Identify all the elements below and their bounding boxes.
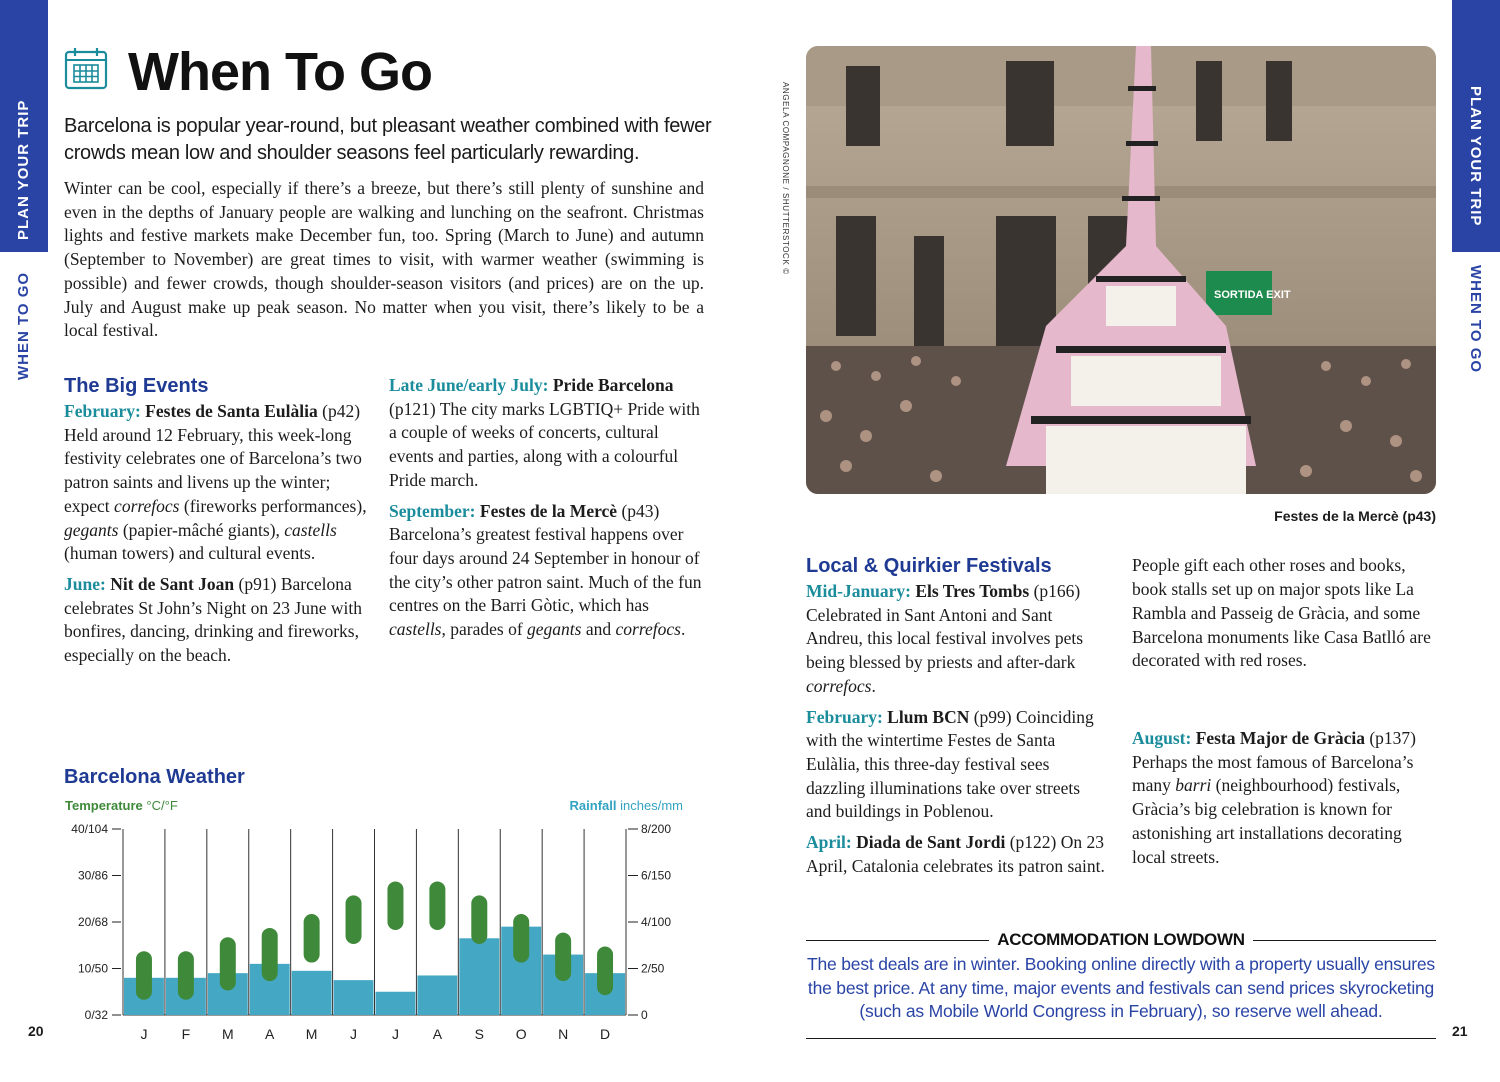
big-events-heading: The Big Events <box>64 375 209 397</box>
exit-sign: SORTIDA EXIT <box>1214 289 1291 301</box>
event-february: February: Festes de Santa Eulàlia (p42) Held around 12 February, this week-long festivity celebrates one of Barcelona’s two patron saints and livens up the winter; expect correfocs (fireworks performances), gegants (papier-mâché giants), castells (human towers) and cultural events. <box>64 401 367 564</box>
local-festivals-heading: Local & Quirkier Festivals <box>806 555 1052 577</box>
calendar-icon <box>64 46 108 90</box>
right-section-tab-label: WHEN TO GO <box>1467 265 1484 374</box>
local-festivals-column-2 <box>1132 554 1432 876</box>
month-label: D <box>599 1026 611 1042</box>
temperature-axis-label: Temperature °C/°F <box>65 798 178 813</box>
festival-llum-bcn: February: Llum BCN (p99) Coinciding with the wintertime Festes de Santa Eulàlia, this three-day festival sees dazzling illuminations take over streets and buildings in Poblenou. <box>806 706 1094 822</box>
rain-tick-label: 6/150 <box>641 868 672 883</box>
rainfall-bar <box>376 992 416 1015</box>
month-label: J <box>391 1026 399 1042</box>
month-label: M <box>221 1026 234 1042</box>
month-label: S <box>474 1026 484 1042</box>
rainfall-bar <box>459 938 499 1015</box>
temp-tick-label: 20/68 <box>77 915 108 929</box>
local-festivals-column-1 <box>806 554 1106 885</box>
rain-tick-label: 4/100 <box>641 915 672 929</box>
rainfall-axis-label: Rainfall inches/mm <box>569 798 683 813</box>
accommodation-title: ACCOMMODATION LOWDOWN <box>806 930 1436 950</box>
event-september: September: Festes de la Mercè (p43) Barcelona’s greatest festival happens over four days around 24 September in honour of the city’s other patron saint. Much of the fun centres on the Barri Gòtic, which has castells, parades of gegants and correfocs. <box>389 500 702 640</box>
intro-paragraph: Winter can be cool, especially if there’s a breeze, but there’s still plenty of sunshine and even in the depths of January people are walking and lunching on the seafront. Christmas lights and festive markets make December fun, too. Spring (March to June) and autumn (September to November) are great times to visit, with warmer weather (swimming is possible) and fewer crowds, though shoulder-season visitors (and prices) are on the up. July and August make up peak season. No matter when you visit, there’s likely to be a local festival. <box>64 178 704 341</box>
temp-tick-label: 30/86 <box>77 868 108 883</box>
rainfall-bar <box>292 971 332 1015</box>
big-events-column-1 <box>64 374 376 675</box>
accommodation-bottom-rule <box>806 1038 1436 1039</box>
month-label: N <box>558 1026 569 1042</box>
month-label: F <box>181 1026 191 1042</box>
event-pride: Late June/early July: Pride Barcelona (p121) The city marks LGBTIQ+ Pride with a couple of weeks of concerts, cultural events and parties, along with a colourful Pride march. <box>389 375 700 490</box>
page-number-right: 21 <box>1452 1023 1468 1039</box>
page-number-left: 20 <box>28 1023 44 1039</box>
temp-tick-label: 0/32 <box>84 1008 108 1022</box>
month-label: A <box>432 1026 443 1042</box>
rainfall-bar <box>334 980 374 1015</box>
accommodation-text: The best deals are in winter. Booking online directly with a property usually ensures the best price. At any time, major events and festivals can send prices skyrocketing (such as Mobile World Congress in February), so reserve well ahead. <box>807 954 1435 1021</box>
page-title: When To Go <box>128 42 432 102</box>
festival-photo <box>806 46 1436 494</box>
left-section-tab-label: WHEN TO GO <box>15 271 32 380</box>
festival-gracia: August: Festa Major de Gràcia (p137) Perhaps the most famous of Barcelona’s many barri (neighbourhood) festivals, Gràcia’s big celebration is known for astonishing art installations decorating local streets. <box>1132 728 1417 867</box>
big-events-column-2 <box>389 374 707 649</box>
weather-chart-title: Barcelona Weather <box>64 766 245 788</box>
left-plan-tab-label: PLAN YOUR TRIP <box>15 99 32 240</box>
month-label: J <box>350 1026 358 1042</box>
rain-tick-label: 2/50 <box>641 961 665 976</box>
festival-sant-jordi: April: Diada de Sant Jordi (p122) On 23 April, Catalonia celebrates its patron saint. <box>806 832 1105 876</box>
photo-caption: Festes de la Mercè (p43) <box>1274 508 1436 524</box>
month-label: O <box>515 1026 527 1042</box>
event-june: June: Nit de Sant Joan (p91) Barcelona celebrates St John’s Night on 23 June with bonfires, dancing, drinking and fireworks, especially on the beach. <box>64 573 362 666</box>
rain-tick-label: 8/200 <box>641 822 672 836</box>
photo-credit: ANGELA COMPAGNONE / SHUTTERSTOCK © <box>781 82 790 275</box>
festival-sant-jordi-continued: People gift each other roses and books, book stalls set up on major spots like La Rambla and Passeig de Gràcia, and some Barcelona monuments like Casa Batlló are decorated with red roses. <box>1132 555 1431 671</box>
intro-text: Barcelona is popular year-round, but pleasant weather combined with fewer crowds mean low and shoulder seasons feel particularly rewarding. <box>64 115 712 164</box>
weather-chart <box>56 795 706 1055</box>
festival-tres-tombs: Mid-January: Els Tres Tombs (p166) Celebrated in Sant Antoni and Sant Andreu, this local festival involves pets being blessed by priests and after-dark correfocs. <box>806 581 1084 696</box>
month-label: J <box>140 1026 148 1042</box>
month-label: A <box>265 1026 275 1042</box>
rainfall-bar <box>417 975 457 1015</box>
right-plan-tab-label: PLAN YOUR TRIP <box>1467 86 1484 227</box>
temp-tick-label: 40/104 <box>71 822 108 836</box>
month-label: M <box>305 1026 318 1042</box>
temp-tick-label: 10/50 <box>77 961 108 976</box>
rain-tick-label: 0 <box>641 1008 648 1022</box>
